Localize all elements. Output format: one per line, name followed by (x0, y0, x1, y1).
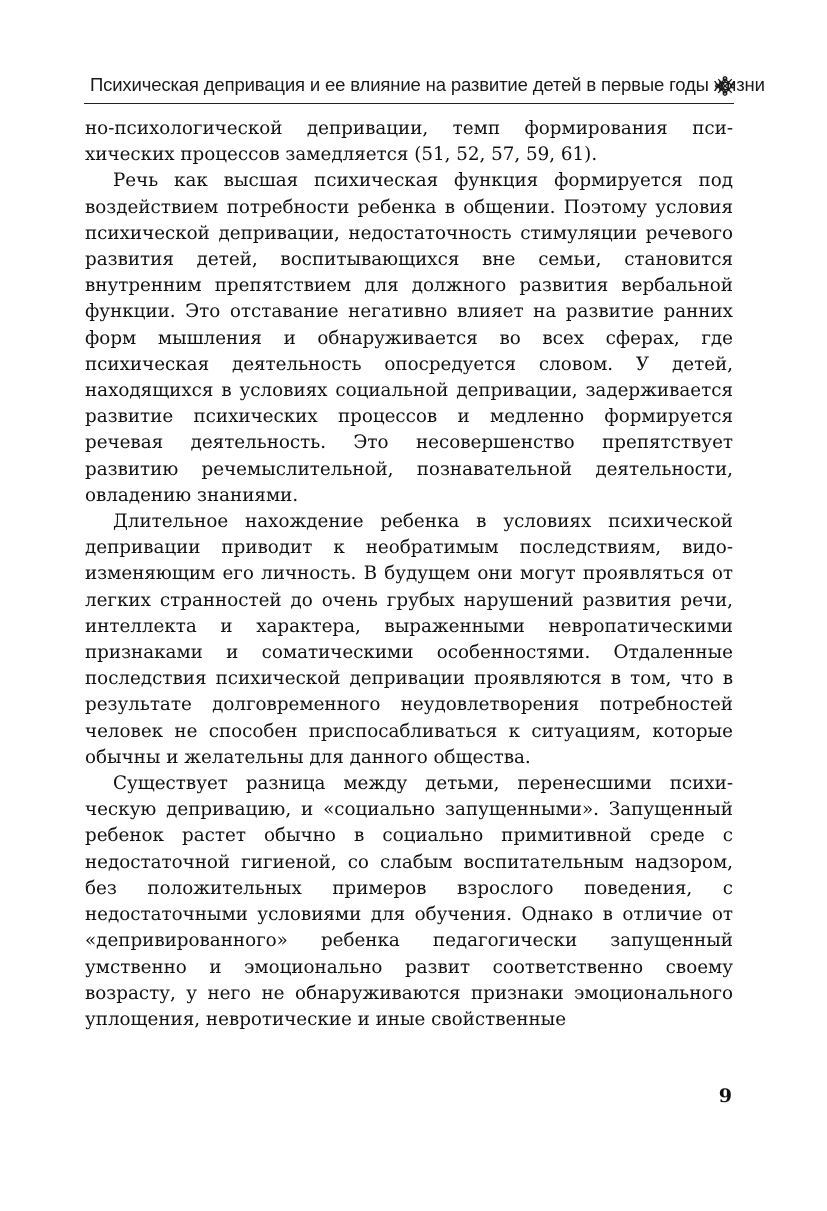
running-head (84, 72, 765, 102)
running-head-title: Психическая депривация и ее влияние на развитие детей в первые годы жизни (90, 74, 765, 95)
paragraph-continued: но-психологической депривации, темп формирования психических процессов замедляется (51, 52, 57, 59, 61). (85, 118, 733, 166)
header-rule (84, 103, 734, 104)
page-number: 9 (718, 1085, 732, 1107)
paragraph: Существует разница между детьми, перенесшими психическую депривацию, и «социально запущенными». Запущенный ребенок растет обычно в социально примитивной среде с недостаточной гигиеной, со слабым воспитательным надзором, без положительных примеров взрослого поведения, с недостаточными условиями для обучения. Однако в отличие от «депривированного» ребенка педагогически запущенный умственно и эмоционально развит соответственно своему возрасту, у него не обнаруживаются признаки эмоционального уплощения, невротические и иные свойственные (85, 773, 733, 1030)
paragraph: Речь как высшая психическая функция формируется под воздействием потребности ребенка в общении. Поэтому условия психической депривации, недостаточность стимуляции речевого развития детей, воспитывающихся вне семьи, становится внутренним препятствием для должного развития вербальной функции. Это отставание негативно влияет на развитие ранних форм мышления и обнаруживается во всех сферах, где психическая деятельность опосредуется словом. У детей, находящихся в условиях социальной депривации, задерживается развитие психических процессов и медленно формируется речевая деятельность. Это несовершенство препятствует развитию речемыслительной, познавательной деятельности, овладению знаниями. (85, 170, 733, 506)
body-text (85, 116, 733, 1033)
paragraph: Длительное нахождение ребенка в условиях психической депривации приводит к необратимым последствиям, видоизменяющим его личность. В будущем они могут проявляться от легких странностей до очень грубых нарушений развития речи, интеллекта и характера, выраженными невропатическими признаками и соматическими особенностями. Отдаленные последствия психической депривации проявляются в том, что в результате долговременного неудовлетворения потребностей человек не способен приспосабливаться к ситуациям, которые обычны и желательны для данного общества. (85, 511, 733, 768)
knot-ornament-icon (715, 76, 735, 96)
